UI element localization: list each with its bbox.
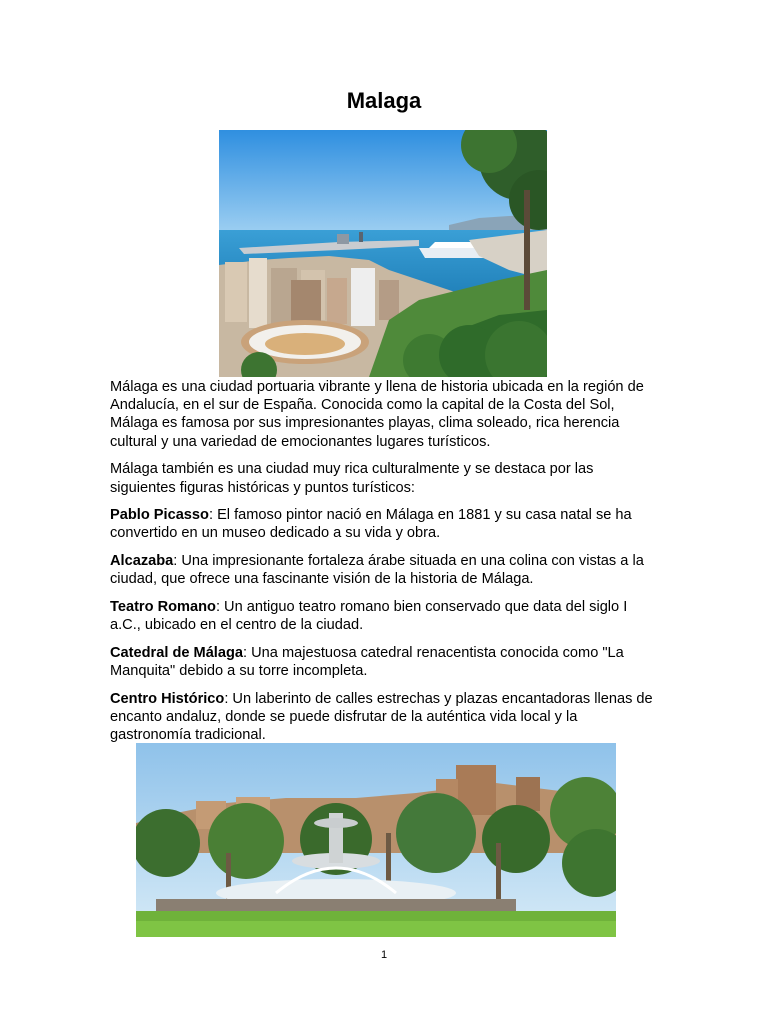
list-item: [110, 552, 662, 588]
list-item: [110, 644, 662, 680]
item-term: Catedral de Málaga: [110, 644, 244, 661]
item-term: Pablo Picasso: [110, 507, 209, 524]
item-description: : Una majestuosa catedral renacentista conocida como "La Manquita" debido a su torre incompleta.: [110, 644, 624, 680]
intro-paragraph: Málaga es una ciudad portuaria vibrante y llena de historia ubicada en la región de Andalucía, en el sur de España. Conocida como la capital de la Costa del Sol, Málaga es famosa por sus impresionantes playas, clima soleado, rica herencia cultural y una variedad de emocionantes lugares turísticos.: [110, 379, 644, 450]
item-term: Alcazaba: [110, 553, 174, 570]
item-term: Teatro Romano: [110, 599, 216, 616]
body-text: [110, 378, 662, 754]
item-description: : Un antiguo teatro romano bien conservado que data del siglo I a.C., ubicado en el centro de la ciudad.: [110, 599, 628, 634]
item-description: : El famoso pintor nació en Málaga en 1881 y su casa natal se ha convertido en un museo dedicado a su vida y obra.: [110, 507, 632, 542]
alcazaba-fountain-photo: [136, 743, 616, 937]
page-number: 1: [380, 949, 388, 961]
item-description: : Una impresionante fortaleza árabe situada en una colina con vistas a la ciudad, que ofrece una fascinante visión de la historia de Málaga.: [110, 553, 644, 588]
page-title: Malaga: [346, 88, 422, 113]
lead-paragraph: Málaga también es una ciudad muy rica culturalmente y se destaca por las siguientes figuras históricas y puntos turísticos:: [110, 461, 594, 496]
item-description: : Un laberinto de calles estrechas y plazas encantadoras llenas de encanto andaluz, donde se puede disfrutar de la auténtica vida local y la gastronomía tradicional.: [110, 690, 653, 744]
list-item: [110, 690, 662, 745]
item-term: Centro Histórico: [110, 690, 225, 707]
harbor-city-photo: [219, 130, 547, 377]
list-item: [110, 598, 662, 634]
list-item: [110, 506, 662, 542]
